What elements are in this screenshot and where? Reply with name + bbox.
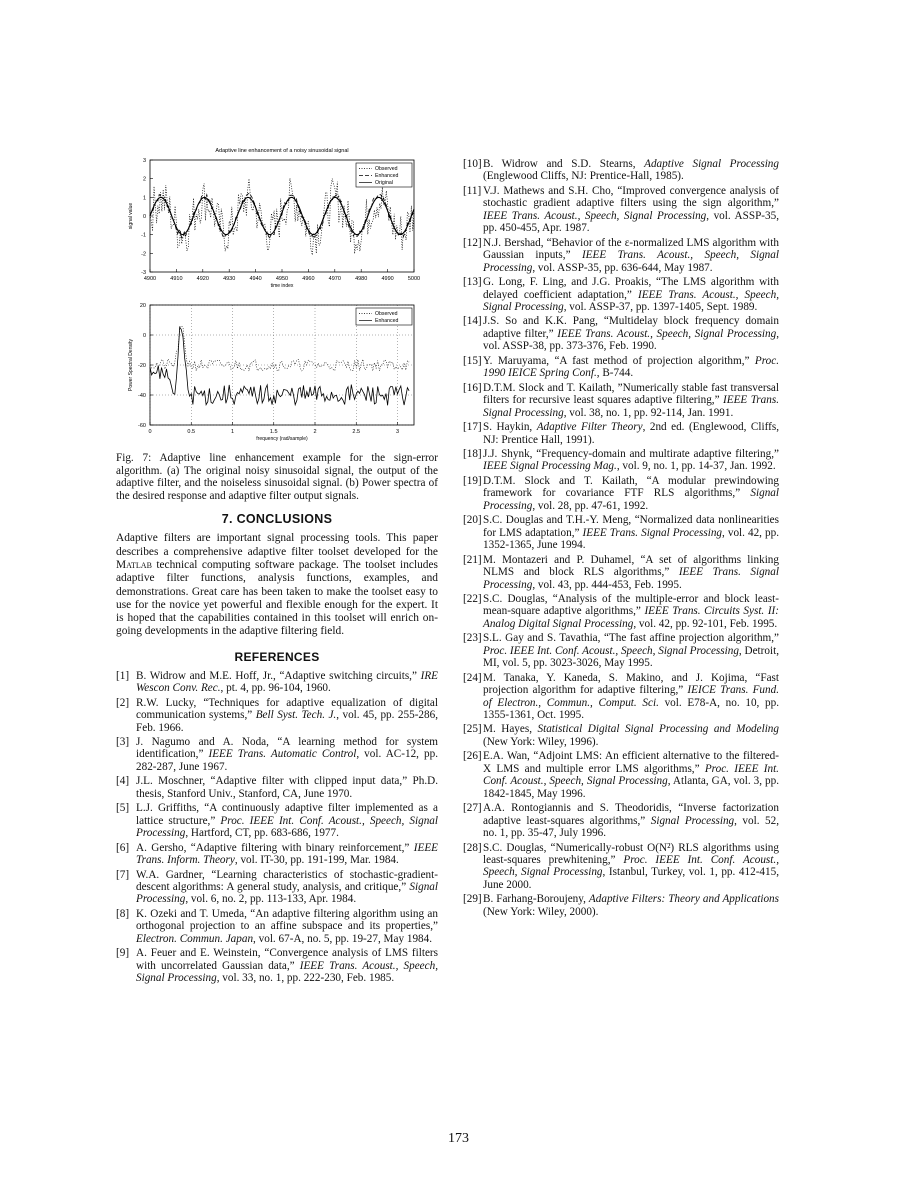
reference-list-right [463, 158, 779, 918]
reference-text: L.J. Griffiths, “A continuously adaptive filter implemented as a lattice structure,” Proc. IEEE Int. Conf. Acoust., Speech, Signal Processing, Hartford, CT, pp. 683-686, 1977. [136, 802, 439, 840]
series-line-observed [150, 326, 409, 371]
legend-label: Original [375, 180, 393, 186]
reference-number: [20] [463, 514, 482, 527]
reference-number: [28] [463, 841, 482, 854]
x-axis-label: time index [270, 283, 294, 289]
reference-text: A.A. Rontogiannis and S. Theodoridis, “Inverse factorization adaptive least-squares algorithms,” Signal Processing, vol. 52, no. 1, pp. 35-47, July 1996. [483, 802, 779, 840]
y-tick-label: -60 [138, 423, 146, 429]
chart-title: Adaptive line enhancement of a noisy sinusoidal signal [215, 148, 349, 154]
reference-text: D.T.M. Slock and T. Kailath, “A modular prewindowing framework for covariance FTF RLS algorithms,” Signal Processing, vol. 28, pp. 47-61, 1992. [483, 474, 779, 512]
y-tick-label: 0 [142, 214, 146, 220]
y-tick-label: -2 [141, 251, 146, 258]
reference-list-left [116, 670, 438, 985]
reference-number: [17] [463, 421, 482, 434]
left-column [116, 140, 438, 987]
reference-item [463, 750, 779, 800]
y-axis-label: signal value [128, 202, 134, 230]
reference-text: J.L. Moschner, “Adaptive filter with clipped input data,” Ph.D. thesis, Stanford Univ., Stanford, CA, June 1970. [136, 775, 438, 800]
reference-item [463, 355, 779, 380]
x-tick-label: 0 [148, 429, 152, 435]
chart-psd [116, 297, 438, 445]
reference-text: B. Farhang-Boroujeny, Adaptive Filters: Theory and Applications (New York: Wiley, 2000). [483, 893, 779, 918]
y-tick-label: 3 [142, 158, 146, 164]
figure-caption: Fig. 7: Adaptive line enhancement example for the sign-error algorithm. (a) The original noisy sinusoidal signal, the output of the adaptive filter, and the noiseless sinusoidal signal. (b) Power spectra of the desired response and adaptive filter output signals. [116, 452, 438, 502]
y-tick-label: -1 [141, 232, 146, 239]
reference-number: [18] [463, 447, 482, 460]
page-number: 173 [448, 1131, 469, 1146]
series-line-enhanced [150, 327, 409, 405]
x-tick-label: 4940 [249, 276, 262, 282]
reference-item [463, 802, 779, 839]
y-axis-label: Power Spectral Density [128, 339, 134, 391]
reference-number: [19] [463, 474, 482, 487]
legend-label: Observed [375, 166, 398, 172]
reference-number: [26] [463, 750, 482, 763]
x-tick-label: 2 [313, 429, 317, 435]
reference-text: B. Widrow and S.D. Stearns, Adaptive Signal Processing (Englewood Cliffs, NJ: Prentice-Hall, 1985). [483, 158, 779, 183]
reference-item [463, 421, 779, 446]
x-tick-label: 3 [395, 429, 400, 435]
reference-item [463, 158, 779, 183]
reference-text: W.A. Gardner, “Learning characteristics of stochastic-gradient-descent algorithms: A general study, analysis, and critique,” Signal Processing, vol. 6, no. 2, pp. 113-133, Apr. 1984. [136, 868, 438, 906]
reference-text: S.L. Gay and S. Tavathia, “The fast affine projection algorithm,” Proc. IEEE Int. Conf. Acoust., Speech, Signal Processing, Detroit, MI, vol. 5, pp. 3023-3026, May 1995. [483, 632, 780, 670]
conclusions-paragraph: Adaptive filters are important signal processing tools. This paper describes a comprehensive adaptive filter toolset developed for the Matlab technical computing software package. The toolset includes adaptive filter functions, analysis functions, examples, and demonstrations. Great care has been taken to make the toolset easy to use for the novice yet powerful and flexible enough for the expert. It is hoped that the capabilities contained in this toolset will enrich on-going developments in the adaptive filtering field. [116, 532, 438, 638]
x-tick-label: 1 [230, 429, 235, 435]
reference-number: [3] [116, 736, 130, 749]
x-tick-label: 4900 [143, 276, 157, 282]
reference-number: [23] [463, 632, 482, 645]
reference-number: [9] [116, 947, 130, 960]
reference-text: D.T.M. Slock and T. Kailath, ”Numerically stable fast transversal filters for recursive least squares adaptive filtering,” IEEE Trans. Signal Processing, vol. 38, no. 1, pp. 92-114, Jan. 1991. [483, 381, 779, 419]
reference-number: [25] [463, 723, 482, 736]
x-tick-label: 4990 [381, 276, 394, 282]
x-tick-label: 4960 [302, 276, 315, 282]
x-tick-label: 4950 [275, 276, 289, 282]
figure-7 [116, 140, 438, 450]
reference-text: J. Nagumo and A. Noda, “A learning method for system identification,” IEEE Trans. Automatic Control, vol. AC-12, pp. 282-287, June 1967. [136, 736, 438, 773]
reference-number: [21] [463, 553, 482, 566]
reference-text: M. Tanaka, Y. Kaneda, S. Makino, and J. Kojima, “Fast projection algorithm for adaptive filtering,” IEICE Trans. Fund. of Electron., Commun., Comput. Sci. vol. E78-A, no. 10, pp. 1355-1361, Oct. 1995. [483, 671, 780, 722]
y-tick-label: -40 [138, 393, 146, 399]
reference-item [116, 947, 438, 984]
reference-item [463, 632, 779, 669]
reference-item [463, 475, 779, 512]
reference-text: E.A. Wan, “Adjoint LMS: An efficient alternative to the filtered-X LMS and multiple error LMS algorithms,” Proc. IEEE Int. Conf. Acoust., Speech, Signal Processing, Atlanta, GA, vol. 3, pp. 1842-1845, May 1996. [483, 750, 780, 800]
legend-label: Enhanced [375, 173, 399, 179]
y-tick-label: 0 [142, 333, 146, 339]
right-column [463, 158, 779, 920]
reference-text: R.W. Lucky, “Techniques for adaptive equalization of digital communication systems,” Bell Syst. Tech. J., vol. 45, pp. 255-286, Feb. 1966. [136, 696, 438, 734]
reference-text: S.C. Douglas, “Numerically-robust O(N²) RLS algorithms using least-squares prewhitening,” Proc. IEEE Int. Conf. Acoust., Speech, Signal Processing, Istanbul, Turkey, vol. 1, pp. 412-415, June 2000. [483, 841, 779, 891]
reference-number: [8] [116, 907, 130, 920]
reference-text: M. Montazeri and P. Duhamel, “A set of algorithms linking NLMS and block RLS algorithms,” IEEE Trans. Signal Processing, vol. 43, pp. 444-453, Feb. 1995. [483, 553, 779, 591]
reference-item [463, 315, 779, 352]
reference-item [116, 802, 438, 839]
reference-number: [27] [463, 802, 482, 815]
x-axis-label: frequency (rad/sample) [256, 436, 308, 442]
reference-text: A. Gersho, “Adaptive filtering with binary reinforcement,” IEEE Trans. Inform. Theory, vol. IT-30, pp. 191-199, Mar. 1984. [136, 841, 438, 867]
chart-time-domain [116, 140, 438, 292]
x-tick-label: 4910 [170, 276, 183, 282]
x-tick-label: 2.5 [352, 429, 361, 435]
reference-item [116, 697, 438, 734]
reference-number: [24] [463, 671, 482, 684]
legend-label: Enhanced [375, 318, 399, 324]
reference-item [116, 775, 438, 800]
x-tick-label: 4920 [196, 276, 209, 282]
reference-item [463, 514, 779, 551]
x-tick-label: 4930 [223, 276, 236, 282]
y-tick-label: 20 [139, 303, 146, 309]
x-tick-label: 1.5 [269, 429, 278, 435]
reference-number: [16] [463, 381, 482, 394]
x-tick-label: 0.5 [187, 429, 196, 435]
reference-text: N.J. Bershad, “Behavior of the ε-normalized LMS algorithm with Gaussian inputs,” IEEE Trans. Acoust., Speech, Signal Processing, vol. ASSP-35, pp. 636-644, May 1987. [483, 236, 779, 274]
reference-number: [10] [463, 158, 482, 170]
reference-text: S.C. Douglas, “Analysis of the multiple-error and block least-mean-square adaptive algorithms,” IEEE Trans. Circuits Syst. II: Analog Digital Signal Processing, vol. 42, pp. 92-101, Feb. 1995. [483, 592, 779, 630]
y-tick-label: 2 [142, 176, 146, 183]
series-line-observed [150, 178, 414, 255]
reference-number: [14] [463, 315, 482, 328]
reference-item [116, 670, 438, 695]
x-tick-label: 4980 [355, 276, 368, 282]
reference-item [116, 736, 438, 773]
reference-item [463, 382, 779, 419]
reference-text: G. Long, F. Ling, and J.G. Proakis, “The LMS algorithm with delayed coefficient adaptation,” IEEE Trans. Acoust., Speech, Signal Processing, vol. ASSP-37, pp. 1397-1405, Sept. 1989. [483, 276, 779, 313]
reference-text: A. Feuer and E. Weinstein, “Convergence analysis of LMS filters with uncorrelated Gaussian data,” IEEE Trans. Acoust., Speech, Signal Processing, vol. 33, no. 1, pp. 222-230, Feb. 1985. [136, 947, 438, 985]
reference-item [463, 448, 779, 473]
y-tick-label: -3 [141, 270, 146, 276]
reference-number: [12] [463, 236, 482, 249]
reference-number: [2] [116, 696, 130, 709]
reference-text: Y. Maruyama, “A fast method of projection algorithm,” Proc. 1990 IEICE Spring Conf., B-744. [483, 354, 779, 380]
reference-item [463, 593, 779, 630]
reference-item [116, 842, 438, 867]
reference-number: [7] [116, 868, 130, 881]
reference-text: J.J. Shynk, “Frequency-domain and multirate adaptive filtering,” IEEE Signal Processing Mag., vol. 9, no. 1, pp. 14-37, Jan. 1992. [483, 447, 779, 473]
reference-text: M. Hayes, Statistical Digital Signal Processing and Modeling (New York: Wiley, 1996). [483, 723, 779, 748]
reference-text: S. Haykin, Adaptive Filter Theory, 2nd ed. (Englewood, Cliffs, NJ: Prentice Hall, 1991). [483, 421, 779, 446]
reference-item [116, 908, 438, 945]
reference-number: [13] [463, 276, 482, 289]
section-heading-conclusions: 7. CONCLUSIONS [221, 512, 333, 527]
reference-text: V.J. Mathews and S.H. Cho, “Improved convergence analysis of stochastic gradient adaptive filters using the sign algorithm,” IEEE Trans. Acoust., Speech, Signal Processing, vol. ASSP-35, pp. 450-455, Apr. 1987. [483, 184, 780, 235]
reference-text: J.S. So and K.K. Pang, “Multidelay block frequency domain adaptive filter,” IEEE Trans. Acoust., Speech, Signal Processing, vol. ASSP-38, pp. 373-376, Feb. 1990. [483, 315, 780, 353]
reference-item [463, 185, 779, 235]
reference-number: [29] [463, 893, 482, 906]
references-heading: REFERENCES [234, 649, 320, 664]
y-tick-label: 1 [142, 195, 146, 202]
reference-text: B. Widrow and M.E. Hoff, Jr., “Adaptive switching circuits,” IRE Wescon Conv. Rec., pt. 4, pp. 96-104, 1960. [136, 669, 438, 695]
reference-text: K. Ozeki and T. Umeda, “An adaptive filtering algorithm using an orthogonal projection to an affine subspace and its properties,” Electron. Commun. Japan, vol. 67-A, no. 5, pp. 19-27, May 1984. [136, 907, 438, 945]
reference-number: [15] [463, 354, 482, 367]
x-tick-label: 5000 [407, 276, 421, 282]
x-tick-label: 4970 [328, 276, 341, 282]
reference-item [463, 276, 779, 313]
reference-item [116, 869, 438, 906]
reference-item [463, 893, 779, 918]
reference-number: [11] [463, 184, 482, 197]
y-tick-label: -20 [138, 363, 146, 369]
reference-number: [6] [116, 841, 130, 854]
reference-number: [4] [116, 775, 130, 788]
reference-number: [22] [463, 592, 482, 605]
reference-number: [1] [116, 669, 130, 682]
reference-item [463, 554, 779, 591]
reference-item [463, 842, 779, 892]
reference-text: S.C. Douglas and T.H.-Y. Meng, “Normalized data nonlinearities for LMS adaptation,” IEEE Trans. Signal Processing, vol. 42, pp. 1352-1365, June 1994. [483, 514, 779, 552]
reference-item [463, 672, 779, 722]
reference-item [463, 723, 779, 748]
reference-number: [5] [116, 802, 130, 815]
legend-label: Observed [375, 311, 398, 317]
reference-item [463, 237, 779, 274]
